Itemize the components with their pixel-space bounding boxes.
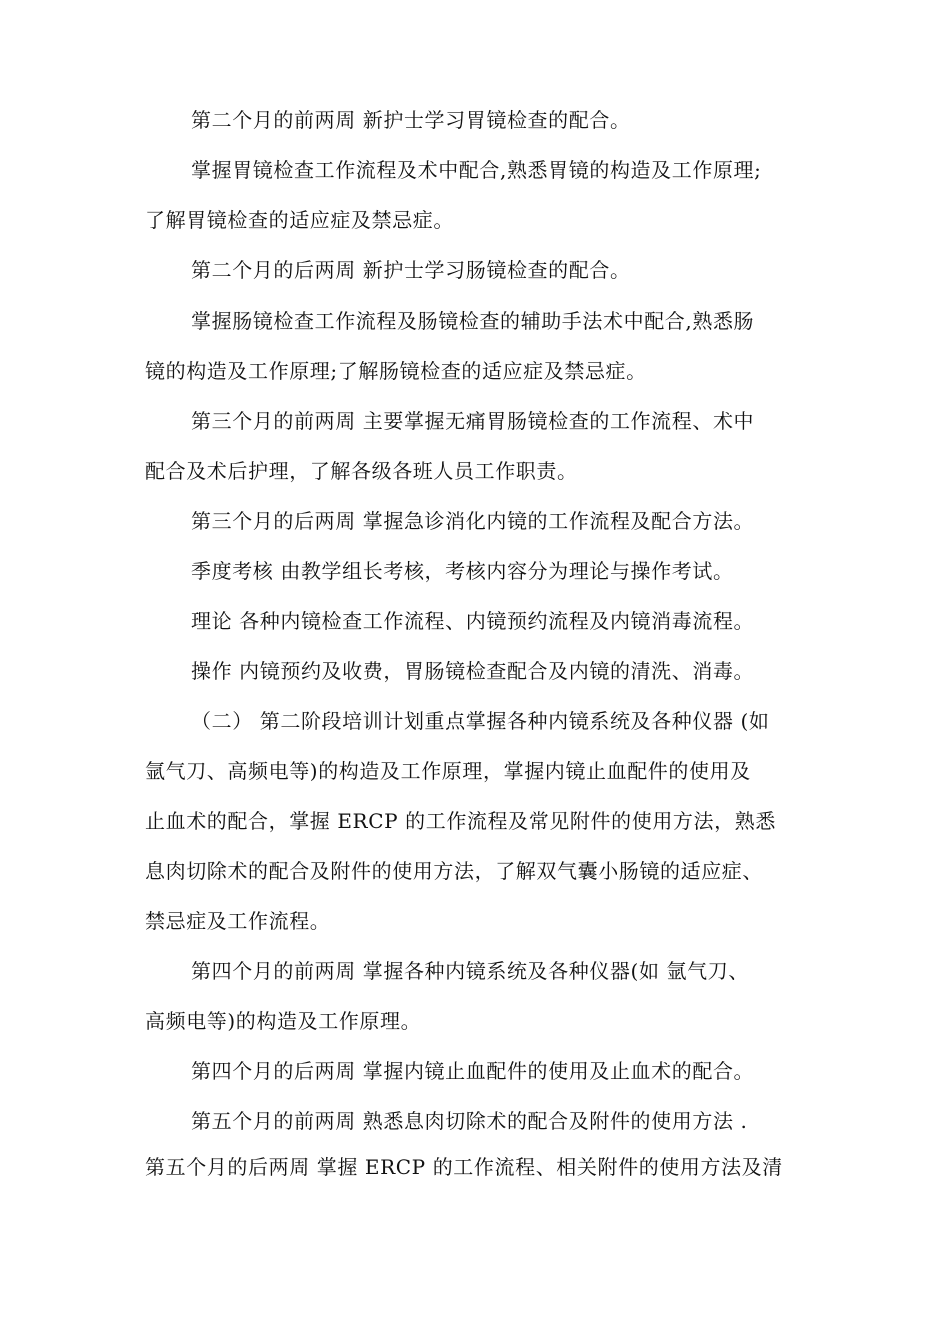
text-line-1: 第二个月的前两周 新护士学习胃镜检查的配合。 xyxy=(191,108,631,132)
text-line-5: 掌握肠镜检查工作流程及肠镜检查的辅助手法术中配合,熟悉肠 xyxy=(191,309,755,333)
text-line-15: 止血术的配合，掌握 ERCP 的工作流程及常见附件的使用方法，熟悉 xyxy=(145,809,776,833)
text-line-19: 高频电等)的构造及工作原理。 xyxy=(145,1009,422,1033)
text-line-13: （二） 第二阶段培训计划重点掌握各种内镜系统及各种仪器 (如 xyxy=(191,709,770,733)
text-line-16: 息肉切除术的配合及附件的使用方法，了解双气囊小肠镜的适应症、 xyxy=(145,859,763,883)
text-line-11: 理论 各种内镜检查工作流程、内镜预约流程及内镜消毒流程。 xyxy=(191,609,755,633)
text-line-21: 第五个月的前两周 熟悉息肉切除术的配合及附件的使用方法 . xyxy=(191,1109,748,1133)
text-line-4: 第二个月的后两周 新护士学习肠镜检查的配合。 xyxy=(191,258,631,282)
text-line-3: 了解胃镜检查的适应症及禁忌症。 xyxy=(145,208,454,232)
text-line-8: 配合及术后护理，了解各级各班人员工作职责。 xyxy=(145,459,578,483)
text-line-17: 禁忌症及工作流程。 xyxy=(145,909,331,933)
text-line-18: 第四个月的前两周 掌握各种内镜系统及各种仪器(如 氩气刀、 xyxy=(191,959,749,983)
text-line-6: 镜的构造及工作原理;了解肠镜检查的适应症及禁忌症。 xyxy=(145,359,647,383)
text-line-10: 季度考核 由教学组长考核，考核内容分为理论与操作考试。 xyxy=(191,559,734,583)
text-line-12: 操作 内镜预约及收费，胃肠镜检查配合及内镜的清洗、消毒。 xyxy=(191,659,755,683)
text-line-7: 第三个月的前两周 主要掌握无痛胃肠镜检查的工作流程、术中 xyxy=(191,409,755,433)
text-line-2: 掌握胃镜检查工作流程及术中配合,熟悉胃镜的构造及工作原理; xyxy=(191,158,762,182)
text-line-22: 第五个月的后两周 掌握 ERCP 的工作流程、相关附件的使用方法及清 xyxy=(145,1155,783,1179)
text-line-20: 第四个月的后两周 掌握内镜止血配件的使用及止血术的配合。 xyxy=(191,1059,755,1083)
text-line-14: 氩气刀、高频电等)的构造及工作原理，掌握内镜止血配件的使用及 xyxy=(145,759,751,783)
text-line-9: 第三个月的后两周 掌握急诊消化内镜的工作流程及配合方法。 xyxy=(191,509,755,533)
